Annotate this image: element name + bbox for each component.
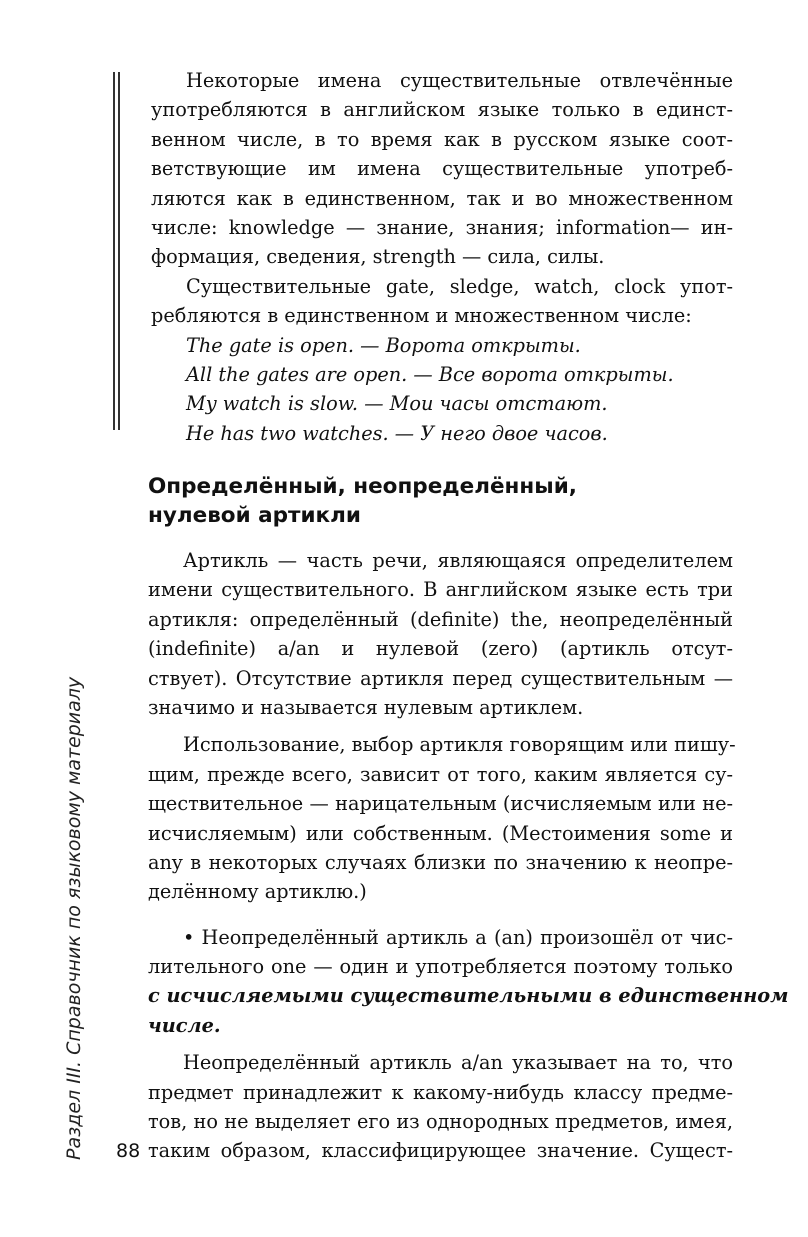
text-line: употребляются в английском языке только в единст- [151,98,733,122]
text-line: артикля: определённый (definite) the, неопределённый [148,607,733,631]
example-line: My watch is slow. — Мои часы отстают. [186,392,608,416]
text-line: ществительное — нарицательным (исчисляемым или не- [148,792,733,816]
text-line: Неопределённый артикль a/an указывает на то, что [183,1051,733,1075]
main-text [148,546,789,1166]
sidebar-rule [113,72,123,430]
text-line: щим, прежде всего, зависит от того, каким является су- [148,762,733,786]
text-line: Артикль — часть речи, являющаяся определителем [183,549,733,572]
text-line: Использование, выбор артикля говорящим или пишу- [183,733,736,757]
text-line: тов, но не выделяет его из однородных предметов, имея, [148,1110,733,1134]
text-line: числе. [148,1013,221,1037]
text-line: ветствующие им имена существительные употреб- [151,157,733,181]
text-line: ребляются в единственном и множественном числе: [151,304,692,328]
text-line: таким образом, классифицирующее значение. Сущест- [148,1139,733,1163]
text-line: Некоторые имена существительные отвлечённые [186,69,733,92]
text-line: ствует). Отсутствие артикля перед существительным — [148,666,733,690]
text-line: формация, сведения, strength — сила, силы. [151,245,605,269]
text-line: делённому артиклю.) [148,880,367,904]
text-line: Существительные gate, sledge, watch, clock упот- [186,274,733,298]
heading-line: нулевой артикли [148,503,361,528]
text-line: числе: knowledge — знание, знания; information— ин- [151,215,733,239]
text-line: (indefinite) a/an и нулевой (zero) (артикль отсут- [148,637,733,661]
section-heading [148,472,648,530]
text-line: предмет принадлежит к какому-нибудь классу предме- [148,1080,733,1104]
text-line: имени существительного. В английском языке есть три [148,578,733,602]
running-header: Раздел III. Справочник по языковому материалу [63,676,85,1160]
text-line: лительного one — один и употребляется поэтому только [148,955,733,979]
text-line: исчисляемым) или собственным. (Местоимения some и [148,821,733,845]
text-line: any в некоторых случаях близки по значению к неопре- [148,850,733,874]
example-line: He has two watches. — У него двое часов. [186,421,608,445]
text-line: значимо и называется нулевым артиклем. [148,695,584,719]
heading-line: Определённый, неопределённый, [148,474,577,499]
note-box [151,66,733,448]
text-line: • Неопределённый артикль a (an) произошёл от чис- [183,925,733,949]
example-line: All the gates are open. — Все ворота открыты. [186,362,674,386]
example-line: The gate is open. — Ворота открыты. [186,333,581,357]
page-number: 88 [116,1140,141,1162]
text-line: венном числе, в то время как в русском языке соот- [151,127,733,151]
text-line: с исчисляемыми существительными в единственном [148,984,789,1008]
text-line: ляются как в единственном, так и во множественном [151,186,733,210]
